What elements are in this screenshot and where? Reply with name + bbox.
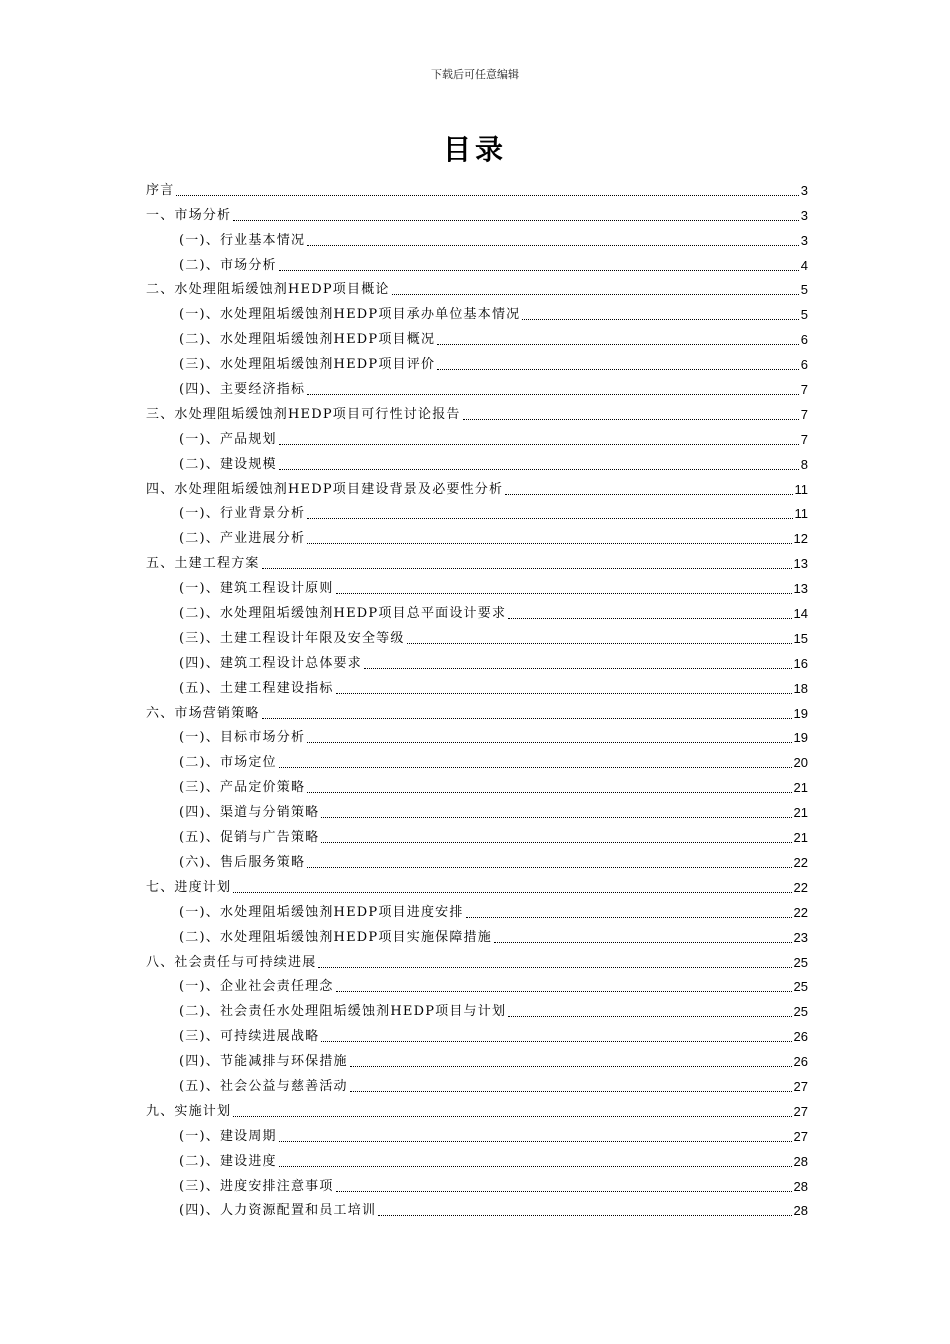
toc-entry-page-number: 28: [793, 1153, 808, 1169]
toc-entry[interactable]: [146, 996, 808, 1021]
toc-dot-leader: [279, 767, 792, 768]
toc-entry-label: (六)、售后服务策略: [179, 854, 306, 870]
toc-dot-leader: [364, 668, 792, 669]
toc-entry-label: 七、进度计划: [146, 879, 232, 895]
toc-entry-label: (一)、水处理阻垢缓蚀剂HEDP项目进度安排: [179, 904, 464, 920]
toc-dot-leader: [279, 1141, 792, 1142]
toc-entry-label: (二)、建设规模: [179, 456, 277, 472]
toc-entry[interactable]: [146, 1146, 808, 1171]
toc-dot-leader: [307, 394, 799, 395]
toc-entry-label: 三、水处理阻垢缓蚀剂HEDP项目可行性讨论报告: [146, 406, 461, 422]
toc-entry[interactable]: [146, 723, 808, 748]
toc-entry[interactable]: [146, 972, 808, 997]
toc-entry-page-number: 15: [793, 630, 808, 646]
toc-dot-leader: [321, 817, 791, 818]
toc-entry-label: (一)、目标市场分析: [179, 730, 306, 746]
toc-entry-page-number: 16: [793, 655, 808, 671]
toc-dot-leader: [279, 1166, 792, 1167]
toc-entry-page-number: 11: [794, 506, 808, 522]
toc-dot-leader: [233, 220, 799, 221]
toc-entry-label: (一)、建设周期: [179, 1128, 277, 1144]
toc-dot-leader: [233, 1116, 791, 1117]
toc-entry-page-number: 21: [793, 805, 808, 821]
toc-entry[interactable]: [146, 399, 808, 424]
toc-entry[interactable]: [146, 922, 808, 947]
toc-entry-page-number: 3: [800, 232, 808, 248]
toc-entry-label: (五)、社会公益与慈善活动: [179, 1078, 348, 1094]
toc-entry-label: (一)、水处理阻垢缓蚀剂HEDP项目承办单位基本情况: [179, 307, 521, 323]
toc-entry[interactable]: [146, 449, 808, 474]
toc-entry[interactable]: [146, 1121, 808, 1146]
toc-entry-page-number: 5: [800, 307, 808, 323]
toc-entry-page-number: 20: [793, 755, 808, 771]
toc-dot-leader: [279, 270, 799, 271]
toc-dot-leader: [279, 469, 799, 470]
toc-entry-page-number: 22: [793, 854, 808, 870]
toc-entry-page-number: 13: [793, 556, 808, 572]
toc-entry-page-number: 25: [793, 979, 808, 995]
toc-entry-label: 八、社会责任与可持续进展: [146, 954, 317, 970]
toc-entry-label: (一)、产品规划: [179, 431, 277, 447]
toc-dot-leader: [176, 195, 798, 196]
toc-entry-label: (二)、产业进展分析: [179, 531, 306, 547]
toc-entry[interactable]: [146, 499, 808, 524]
toc-entry-page-number: 21: [793, 830, 808, 846]
toc-entry[interactable]: [146, 225, 808, 250]
toc-entry[interactable]: [146, 349, 808, 374]
toc-dot-leader: [522, 319, 798, 320]
toc-entry-page-number: 12: [793, 531, 808, 547]
toc-entry[interactable]: [146, 897, 808, 922]
toc-dot-leader: [321, 842, 791, 843]
toc-entry[interactable]: [146, 275, 808, 300]
toc-entry-label: (三)、可持续进展战略: [179, 1029, 320, 1045]
toc-entry-label: (三)、进度安排注意事项: [179, 1178, 334, 1194]
toc-entry-page-number: 6: [800, 357, 808, 373]
toc-entry[interactable]: [146, 250, 808, 275]
toc-entry-page-number: 26: [793, 1054, 808, 1070]
toc-dot-leader: [378, 1215, 791, 1216]
toc-dot-leader: [494, 942, 792, 943]
toc-entry-label: (二)、建设进度: [179, 1153, 277, 1169]
toc-entry-page-number: 19: [793, 730, 808, 746]
toc-dot-leader: [466, 917, 792, 918]
page-header: 下载后可任意编辑: [431, 68, 519, 81]
toc-entry[interactable]: [146, 847, 808, 872]
toc-entry[interactable]: [146, 648, 808, 673]
toc-entry[interactable]: [146, 1196, 808, 1221]
toc-entry-label: 一、市场分析: [146, 207, 232, 223]
toc-entry[interactable]: [146, 1071, 808, 1096]
toc-dot-leader: [437, 369, 799, 370]
toc-entry-page-number: 23: [793, 929, 808, 945]
toc-entry[interactable]: [146, 1046, 808, 1071]
toc-entry[interactable]: [146, 673, 808, 698]
toc-dot-leader: [318, 967, 791, 968]
toc-entry[interactable]: [146, 598, 808, 623]
toc-entry-page-number: 7: [800, 382, 808, 398]
toc-entry-label: (一)、行业背景分析: [179, 506, 306, 522]
toc-entry[interactable]: [146, 1096, 808, 1121]
toc-entry-page-number: 4: [800, 257, 808, 273]
toc-entry-label: (五)、土建工程建设指标: [179, 680, 334, 696]
toc-entry-page-number: 11: [794, 481, 808, 497]
toc-entry-page-number: 27: [793, 1128, 808, 1144]
toc-entry-label: 序言: [146, 182, 175, 198]
toc-entry-page-number: 7: [800, 406, 808, 422]
toc-dot-leader: [508, 1016, 791, 1017]
toc-entry-page-number: 6: [800, 332, 808, 348]
toc-dot-leader: [350, 1066, 792, 1067]
toc-entry-page-number: 26: [793, 1029, 808, 1045]
toc-entry-label: 九、实施计划: [146, 1103, 232, 1119]
toc-entry-label: (三)、产品定价策略: [179, 780, 306, 796]
toc-entry-page-number: 5: [800, 282, 808, 298]
toc-entry[interactable]: [146, 573, 808, 598]
toc-entry-label: (一)、建筑工程设计原则: [179, 581, 334, 597]
toc-dot-leader: [307, 518, 792, 519]
toc-entry-page-number: 8: [800, 456, 808, 472]
toc-entry-page-number: 27: [793, 1078, 808, 1094]
toc-dot-leader: [307, 792, 791, 793]
toc-entry[interactable]: [146, 1021, 808, 1046]
toc-entry-page-number: 27: [793, 1103, 808, 1119]
toc-entry-page-number: 28: [793, 1203, 808, 1219]
toc-entry-label: 二、水处理阻垢缓蚀剂HEDP项目概论: [146, 282, 390, 298]
toc-dot-leader: [463, 419, 799, 420]
toc-entry-label: (一)、企业社会责任理念: [179, 979, 334, 995]
toc-dot-leader: [279, 444, 799, 445]
toc-entry-label: (二)、水处理阻垢缓蚀剂HEDP项目概况: [179, 332, 436, 348]
toc-entry-label: (二)、社会责任水处理阻垢缓蚀剂HEDP项目与计划: [179, 1004, 507, 1020]
toc-entry[interactable]: [146, 374, 808, 399]
toc-dot-leader: [437, 344, 799, 345]
toc-entry[interactable]: [146, 1171, 808, 1196]
toc-entry-label: (四)、主要经济指标: [179, 382, 306, 398]
toc-entry-page-number: 25: [793, 1004, 808, 1020]
toc-entry[interactable]: [146, 200, 808, 225]
toc-entry[interactable]: [146, 175, 808, 200]
toc-entry-page-number: 3: [800, 182, 808, 198]
toc-entry[interactable]: [146, 324, 808, 349]
toc-dot-leader: [336, 593, 792, 594]
toc-dot-leader: [336, 991, 792, 992]
toc-entry-label: (一)、行业基本情况: [179, 232, 306, 248]
toc-entry-page-number: 21: [793, 780, 808, 796]
toc-entry-label: 四、水处理阻垢缓蚀剂HEDP项目建设背景及必要性分析: [146, 481, 504, 497]
toc-entry-label: (二)、水处理阻垢缓蚀剂HEDP项目总平面设计要求: [179, 606, 507, 622]
toc-dot-leader: [262, 568, 792, 569]
toc-entry-page-number: 13: [793, 581, 808, 597]
toc-dot-leader: [307, 742, 791, 743]
toc-entry-label: (四)、节能减排与环保措施: [179, 1054, 348, 1070]
toc-entry-page-number: 7: [800, 431, 808, 447]
toc-entry-label: (二)、市场定位: [179, 755, 277, 771]
toc-entry[interactable]: [146, 747, 808, 772]
toc-entry-label: (四)、渠道与分销策略: [179, 805, 320, 821]
toc-entry[interactable]: [146, 548, 808, 573]
toc-entry-label: 六、市场营销策略: [146, 705, 260, 721]
toc-title: 目录: [442, 133, 507, 166]
toc-dot-leader: [350, 1091, 792, 1092]
toc-dot-leader: [508, 618, 791, 619]
toc-entry-label: (二)、水处理阻垢缓蚀剂HEDP项目实施保障措施: [179, 929, 492, 945]
toc-entry[interactable]: [146, 424, 808, 449]
toc-entry-label: (三)、水处理阻垢缓蚀剂HEDP项目评价: [179, 357, 436, 373]
toc-entry-label: (二)、市场分析: [179, 257, 277, 273]
toc-dot-leader: [307, 543, 791, 544]
toc-dot-leader: [307, 245, 799, 246]
toc-entry-page-number: 14: [793, 606, 808, 622]
table-of-contents: [146, 175, 808, 1220]
toc-entry-label: (五)、促销与广告策略: [179, 830, 320, 846]
toc-dot-leader: [321, 1041, 791, 1042]
toc-entry[interactable]: [146, 523, 808, 548]
toc-entry-page-number: 18: [793, 680, 808, 696]
toc-entry[interactable]: [146, 872, 808, 897]
toc-entry-page-number: 22: [793, 879, 808, 895]
toc-entry-page-number: 28: [793, 1178, 808, 1194]
toc-dot-leader: [233, 892, 791, 893]
toc-dot-leader: [407, 643, 792, 644]
toc-entry[interactable]: [146, 822, 808, 847]
toc-dot-leader: [336, 693, 792, 694]
toc-entry[interactable]: [146, 772, 808, 797]
toc-dot-leader: [336, 1191, 792, 1192]
toc-entry-label: (三)、土建工程设计年限及安全等级: [179, 630, 405, 646]
toc-dot-leader: [505, 494, 792, 495]
toc-dot-leader: [307, 867, 791, 868]
toc-entry[interactable]: [146, 299, 808, 324]
toc-entry[interactable]: [146, 623, 808, 648]
toc-entry[interactable]: [146, 474, 808, 499]
toc-entry[interactable]: [146, 947, 808, 972]
toc-entry-label: (四)、人力资源配置和员工培训: [179, 1203, 377, 1219]
toc-entry-page-number: 22: [793, 904, 808, 920]
toc-entry-label: 五、土建工程方案: [146, 556, 260, 572]
toc-entry[interactable]: [146, 698, 808, 723]
toc-entry-label: (四)、建筑工程设计总体要求: [179, 655, 362, 671]
toc-dot-leader: [392, 294, 799, 295]
toc-entry-page-number: 3: [800, 207, 808, 223]
toc-entry[interactable]: [146, 797, 808, 822]
toc-entry-page-number: 19: [793, 705, 808, 721]
toc-dot-leader: [262, 718, 792, 719]
toc-entry-page-number: 25: [793, 954, 808, 970]
